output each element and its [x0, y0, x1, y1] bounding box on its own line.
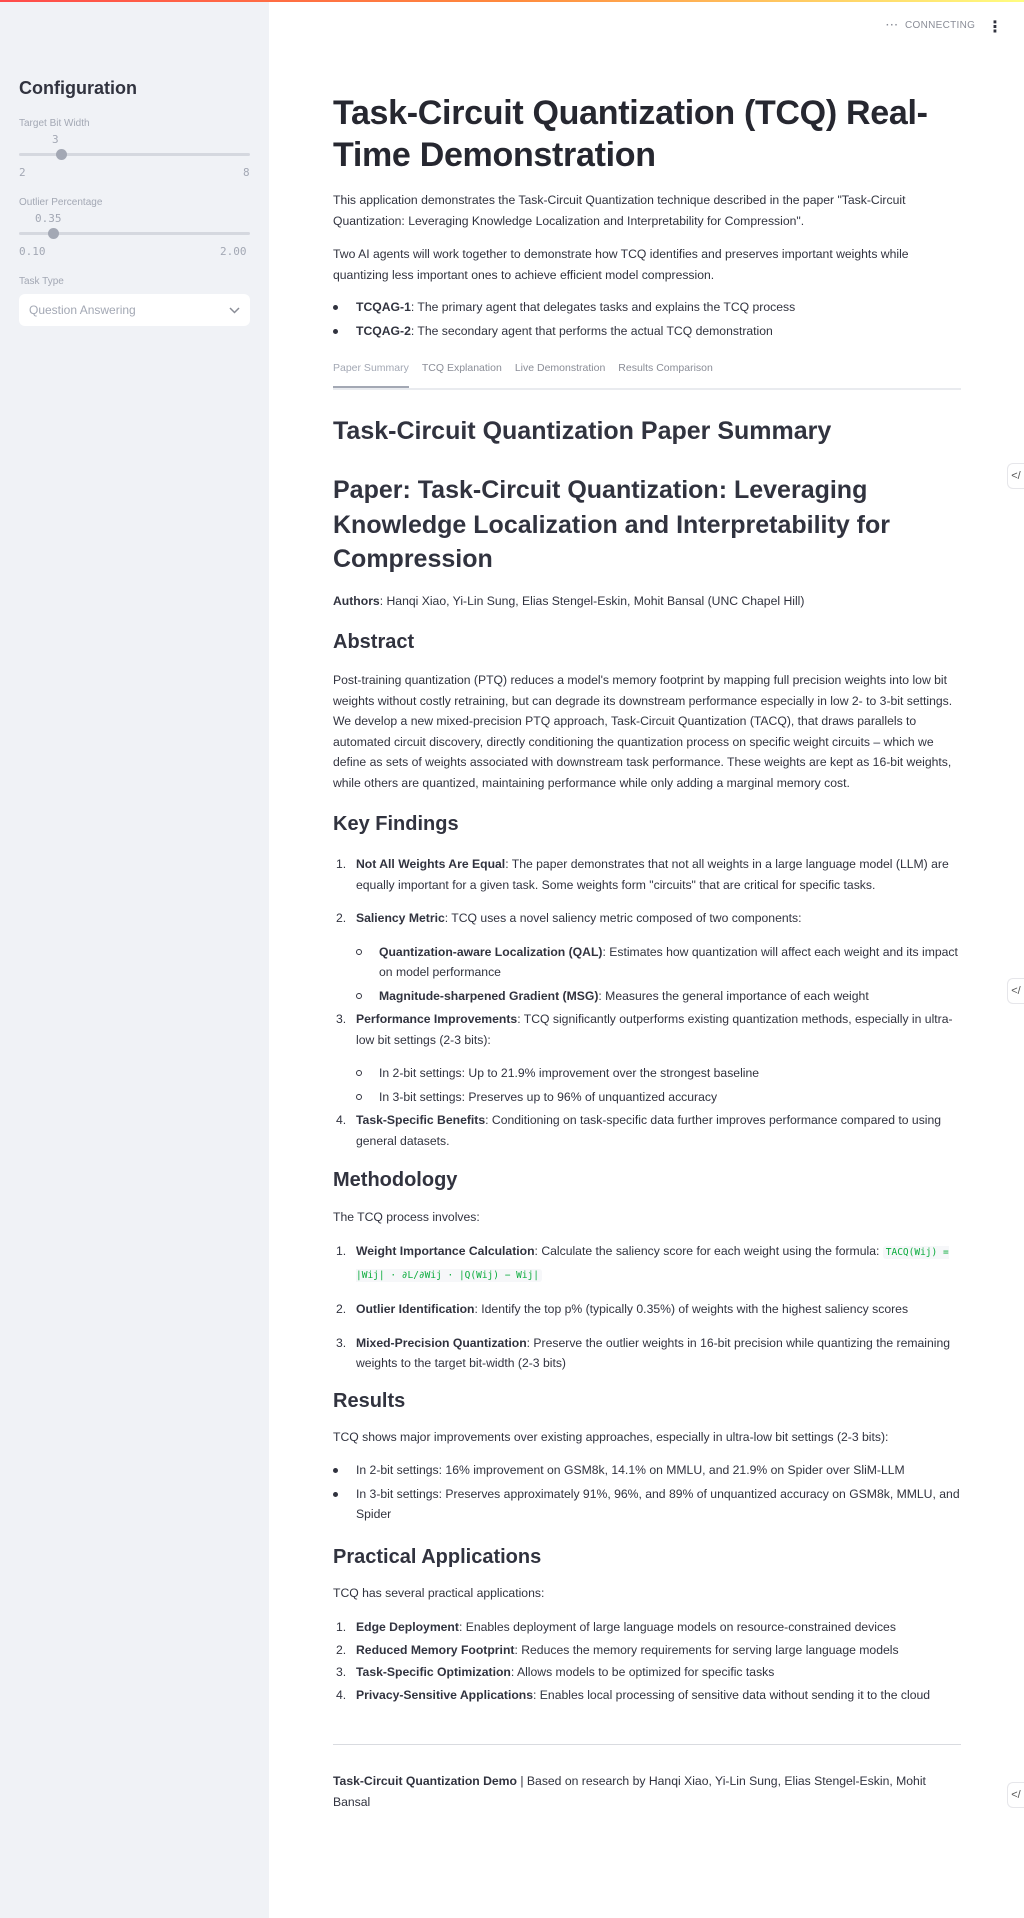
item-text: : Calculate the saliency score for each weight using the formula:	[534, 1244, 883, 1258]
agent-name: TCQAG-2	[356, 323, 411, 338]
outlier-min: 0.10	[19, 245, 46, 258]
connection-status-label: CONNECTING	[905, 20, 976, 31]
list-item	[333, 1333, 961, 1374]
code-edge-icon[interactable]: </	[1007, 463, 1024, 489]
connection-status	[886, 20, 975, 31]
bit-width-label: Target Bit Width	[19, 118, 90, 129]
item-bold: Not All Weights Are Equal	[356, 857, 506, 871]
summary-heading: Task-Circuit Quantization Paper Summary	[333, 417, 832, 445]
applications-list	[333, 1617, 961, 1705]
item-bold: Quantization-aware Localization (QAL)	[379, 944, 603, 959]
sub-list	[333, 942, 961, 1007]
list-item	[333, 854, 961, 895]
running-dots-icon: ···	[886, 20, 899, 31]
intro-paragraph: This application demonstrates the Task-Circuit Quantization technique described in the paper "Task-Circuit Quantization: Leveraging Knowledge Localization and Interpretability for Compression".	[333, 193, 906, 228]
list-item	[333, 297, 961, 318]
tab-paper-summary[interactable]: Paper Summary	[333, 362, 409, 388]
methodology-list	[333, 1241, 961, 1374]
list-item	[333, 1009, 961, 1050]
item-text: : Enables deployment of large language models on resource-constrained devices	[458, 1620, 896, 1634]
outlier-label: Outlier Percentage	[19, 197, 103, 208]
list-item: In 2-bit settings: 16% improvement on GSM8k, 14.1% on MMLU, and 21.9% on Spider over SliM-LLM	[333, 1460, 961, 1481]
agent-name: TCQAG-1	[356, 300, 411, 314]
list-item	[333, 1299, 961, 1320]
item-number: 1.	[336, 1620, 347, 1634]
item-number: 3.	[336, 1335, 347, 1350]
tab-tcq-explanation[interactable]: TCQ Explanation	[421, 362, 502, 374]
list-item	[333, 1617, 961, 1638]
item-number: 2.	[336, 911, 347, 925]
results-heading: Results	[333, 1390, 406, 1412]
methodology-intro: The TCQ process involves:	[333, 1210, 480, 1224]
item-bold: Weight Importance Calculation	[356, 1244, 535, 1258]
item-text: : Estimates how quantization will affect each weight and its impact on model performance	[379, 944, 958, 979]
item-text: : TCQ uses a novel saliency metric composed of two components:	[444, 911, 802, 925]
task-type-select[interactable]	[19, 294, 250, 326]
list-item	[333, 1087, 961, 1108]
tab-live-demonstration[interactable]: Live Demonstration	[514, 362, 606, 374]
abstract-heading: Abstract	[333, 631, 415, 653]
item-bold: Mixed-Precision Quantization	[356, 1335, 527, 1350]
code-edge-icon[interactable]: </	[1007, 1782, 1024, 1808]
sub-list-container	[333, 942, 961, 1007]
task-type-label: Task Type	[19, 276, 64, 287]
code-edge-icon[interactable]: </	[1007, 978, 1024, 1004]
tab-bar	[333, 362, 961, 390]
item-bold: Reduced Memory Footprint	[356, 1642, 515, 1657]
chevron-down-icon	[229, 307, 240, 314]
item-bold: Performance Improvements	[356, 1012, 518, 1026]
list-item	[333, 1063, 961, 1084]
sub-list	[333, 1063, 961, 1107]
footer-title: Task-Circuit Quantization Demo	[333, 1774, 517, 1788]
task-type-value: Question Answering	[29, 303, 136, 317]
item-number: 4.	[336, 1687, 347, 1702]
outlier-max: 2.00	[220, 245, 247, 258]
sidebar-title: Configuration	[19, 78, 137, 98]
agent-desc: : The primary agent that delegates tasks and explains the TCQ process	[410, 300, 796, 314]
item-bold: Edge Deployment	[356, 1620, 459, 1634]
bit-width-value: 3	[52, 133, 59, 146]
bit-width-min: 2	[19, 166, 26, 179]
results-list	[333, 1460, 961, 1528]
list-item	[333, 942, 961, 983]
applications-intro: TCQ has several practical applications:	[333, 1586, 545, 1600]
agent-list	[333, 297, 961, 344]
page-title: Task-Circuit Quantization (TCQ) Real-Time Demonstration	[333, 94, 928, 174]
list-item	[333, 1685, 961, 1706]
item-bold: Privacy-Sensitive Applications	[356, 1687, 534, 1702]
item-bold: Task-Specific Benefits	[356, 1113, 486, 1127]
sub-list-container	[333, 1063, 961, 1107]
footer-divider	[333, 1744, 961, 1745]
authors-names: : Hanqi Xiao, Yi-Lin Sung, Elias Stengel-Eskin, Mohit Bansal (UNC Chapel Hill)	[379, 594, 805, 608]
key-findings-heading: Key Findings	[333, 813, 459, 835]
item-number: 3.	[336, 1012, 347, 1026]
authors-line	[333, 591, 961, 612]
applications-heading: Practical Applications	[333, 1546, 542, 1568]
list-item	[333, 321, 961, 342]
footer-credits: | Based on research by Hanqi Xiao, Yi-Lin Sung, Elias Stengel-Eskin, Mohit Bansal	[333, 1774, 926, 1809]
item-number: 1.	[336, 857, 347, 871]
bit-width-slider[interactable]	[19, 153, 250, 156]
results-intro: TCQ shows major improvements over existing approaches, especially in ultra-low bit settings (2-3 bits):	[333, 1430, 889, 1444]
list-item	[333, 1110, 961, 1151]
authors-label: Authors	[333, 594, 380, 608]
item-text: : Preserve the outlier weights in 16-bit precision while quantizing the remaining weights to the target bit-width (2-3 bits)	[356, 1335, 951, 1370]
item-text: : TCQ significantly outperforms existing quantization methods, especially in ultra-low bit settings (2-3 bits):	[356, 1012, 953, 1047]
item-text: : Enables local processing of sensitive data without sending it to the cloud	[533, 1687, 931, 1702]
agent-desc: : The secondary agent that performs the actual TCQ demonstration	[410, 323, 773, 338]
item-text: In 2-bit settings: Up to 21.9% improvement over the strongest baseline	[379, 1066, 760, 1080]
item-bold: Magnitude-sharpened Gradient (MSG)	[379, 988, 599, 1003]
item-number: 3.	[336, 1665, 347, 1679]
list-item	[333, 1640, 961, 1661]
outlier-slider-handle[interactable]	[48, 228, 59, 239]
item-number: 1.	[336, 1244, 347, 1258]
intro-paragraph-2: Two AI agents will work together to demonstrate how TCQ identifies and preserves important weights while quantizing less important ones to achieve efficient model compression.	[333, 247, 909, 282]
item-number: 2.	[336, 1642, 347, 1657]
abstract-text: Post-training quantization (PTQ) reduces a model's memory footprint by mapping full precision weights into low bit weights without costly retraining, but can degrade its downstream performance especially in low 2- to 3-bit settings. We develop a new mixed-precision PTQ approach, Task-Circuit Quantization (TACQ), that draws parallels to automated circuit discovery, directly conditioning the quantization process on specific weight circuits – which we define as sets of weights associated with downstream task performance. These weights are kept as 16-bit weights, while others are quantized, maintaining performance while only adding a marginal memory cost.	[333, 673, 953, 790]
findings-list	[333, 854, 961, 1151]
item-bold: Outlier Identification	[356, 1302, 475, 1316]
list-item	[333, 1662, 961, 1683]
item-text: : Measures the general importance of each weight	[598, 988, 869, 1003]
list-item: In 3-bit settings: Preserves approximately 91%, 96%, and 89% of unquantized accuracy on GSM8k, MMLU, and Spider	[333, 1484, 961, 1525]
item-text: : Conditioning on task-specific data further improves performance compared to using general datasets.	[356, 1113, 942, 1148]
list-item	[333, 908, 961, 929]
footer-text	[333, 1771, 961, 1812]
item-text: : Reduces the memory requirements for serving large language models	[514, 1642, 899, 1657]
formula-code: TACQ(Wij) = |Wij| · ∂L/∂Wij · |Q(Wij) − Wij|	[356, 1247, 949, 1281]
bit-width-max: 8	[243, 166, 250, 179]
tab-results-comparison[interactable]: Results Comparison	[618, 362, 713, 374]
bit-width-slider-handle[interactable]	[56, 149, 67, 160]
item-number: 4.	[336, 1113, 347, 1127]
item-bold: Saliency Metric	[356, 911, 445, 925]
outlier-value: 0.35	[35, 212, 62, 225]
item-text: : Identify the top p% (typically 0.35%) of weights with the highest saliency scores	[474, 1302, 909, 1316]
item-text: : The paper demonstrates that not all weights in a large language model (LLM) are equally important for a given task. Some weights form "circuits" that are critical for specific tasks.	[356, 857, 949, 892]
paper-title: Paper: Task-Circuit Quantization: Leveraging Knowledge Localization and Interpretability for Compression	[333, 476, 890, 573]
sidebar	[0, 0, 269, 1918]
item-text: : Allows models to be optimized for specific tasks	[510, 1665, 775, 1679]
item-bold: Task-Specific Optimization	[356, 1665, 511, 1679]
main-menu-icon[interactable]: ⋮	[987, 19, 1003, 36]
top-decoration-bar	[0, 0, 1024, 2]
list-item	[333, 986, 961, 1007]
item-number: 2.	[336, 1302, 347, 1316]
item-text: In 3-bit settings: Preserves up to 96% of unquantized accuracy	[379, 1089, 718, 1104]
methodology-heading: Methodology	[333, 1169, 458, 1191]
outlier-slider[interactable]	[19, 232, 250, 235]
list-item	[333, 1241, 961, 1286]
